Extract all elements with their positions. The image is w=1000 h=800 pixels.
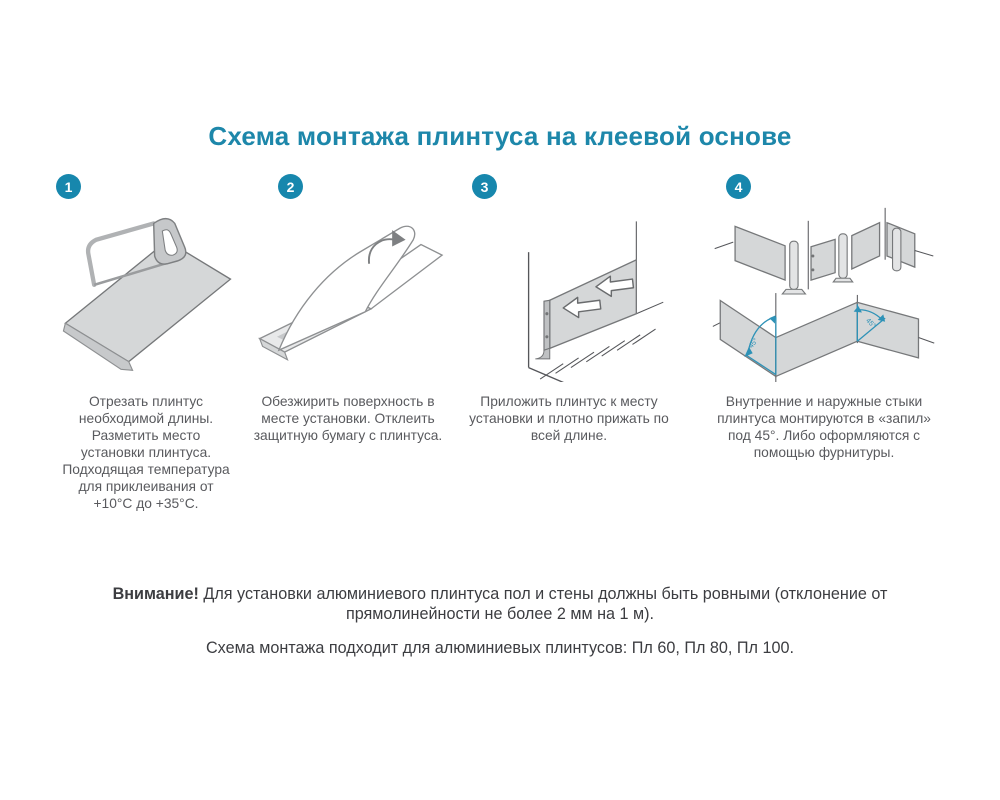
step-2 [250, 174, 446, 444]
step-4-illustration [700, 203, 948, 385]
step-1-number-badge: 1 [56, 174, 81, 199]
warning-note [70, 584, 930, 624]
step-3 [458, 174, 680, 444]
warning-label: Внимание! [112, 585, 199, 603]
angle-label-outer: 45° [747, 337, 760, 350]
corner-joints-45-degrees-icon [704, 206, 944, 382]
step-3-illustration [458, 203, 680, 385]
step-2-illustration [250, 203, 446, 385]
peel-protective-paper-icon [252, 206, 444, 382]
step-3-caption: Приложить плинтус к месту установки и плотно прижать по всей длине. [469, 394, 669, 443]
page-title: Схема монтажа плинтуса на клеевой основе [208, 121, 792, 151]
step-4 [700, 174, 948, 461]
step-1 [48, 174, 244, 512]
step-4-caption: Внутренние и наружные стыки плинтуса монтируются в «запил» под 45°. Либо оформляются с помощью фурнитуры. [717, 394, 931, 460]
hacksaw-cut-plinth-icon [50, 206, 242, 382]
compatibility-note: Схема монтажа подходит для алюминиевых плинтусов: Пл 60, Пл 80, Пл 100. [205, 639, 795, 657]
step-2-caption: Обезжирить поверхность в месте установки. Отклеить защитную бумагу с плинтуса. [253, 394, 443, 443]
step-4-number-badge: 4 [726, 174, 751, 199]
warning-body: Для установки алюминиевого плинтуса пол и стены должны быть ровными (отклонение от прямолинейности не более 2 мм на 1 м). [203, 585, 888, 623]
press-plinth-to-wall-icon [469, 206, 669, 382]
step-1-illustration [48, 203, 244, 385]
step-2-number-badge: 2 [278, 174, 303, 199]
step-1-caption: Отрезать плинтус необходимой длины. Разметить место установки плинтуса. Подходящая температура для приклеивания от +10°С до +35°С. [62, 394, 230, 511]
angle-label-inner: 45° [864, 317, 877, 330]
step-3-number-badge: 3 [472, 174, 497, 199]
